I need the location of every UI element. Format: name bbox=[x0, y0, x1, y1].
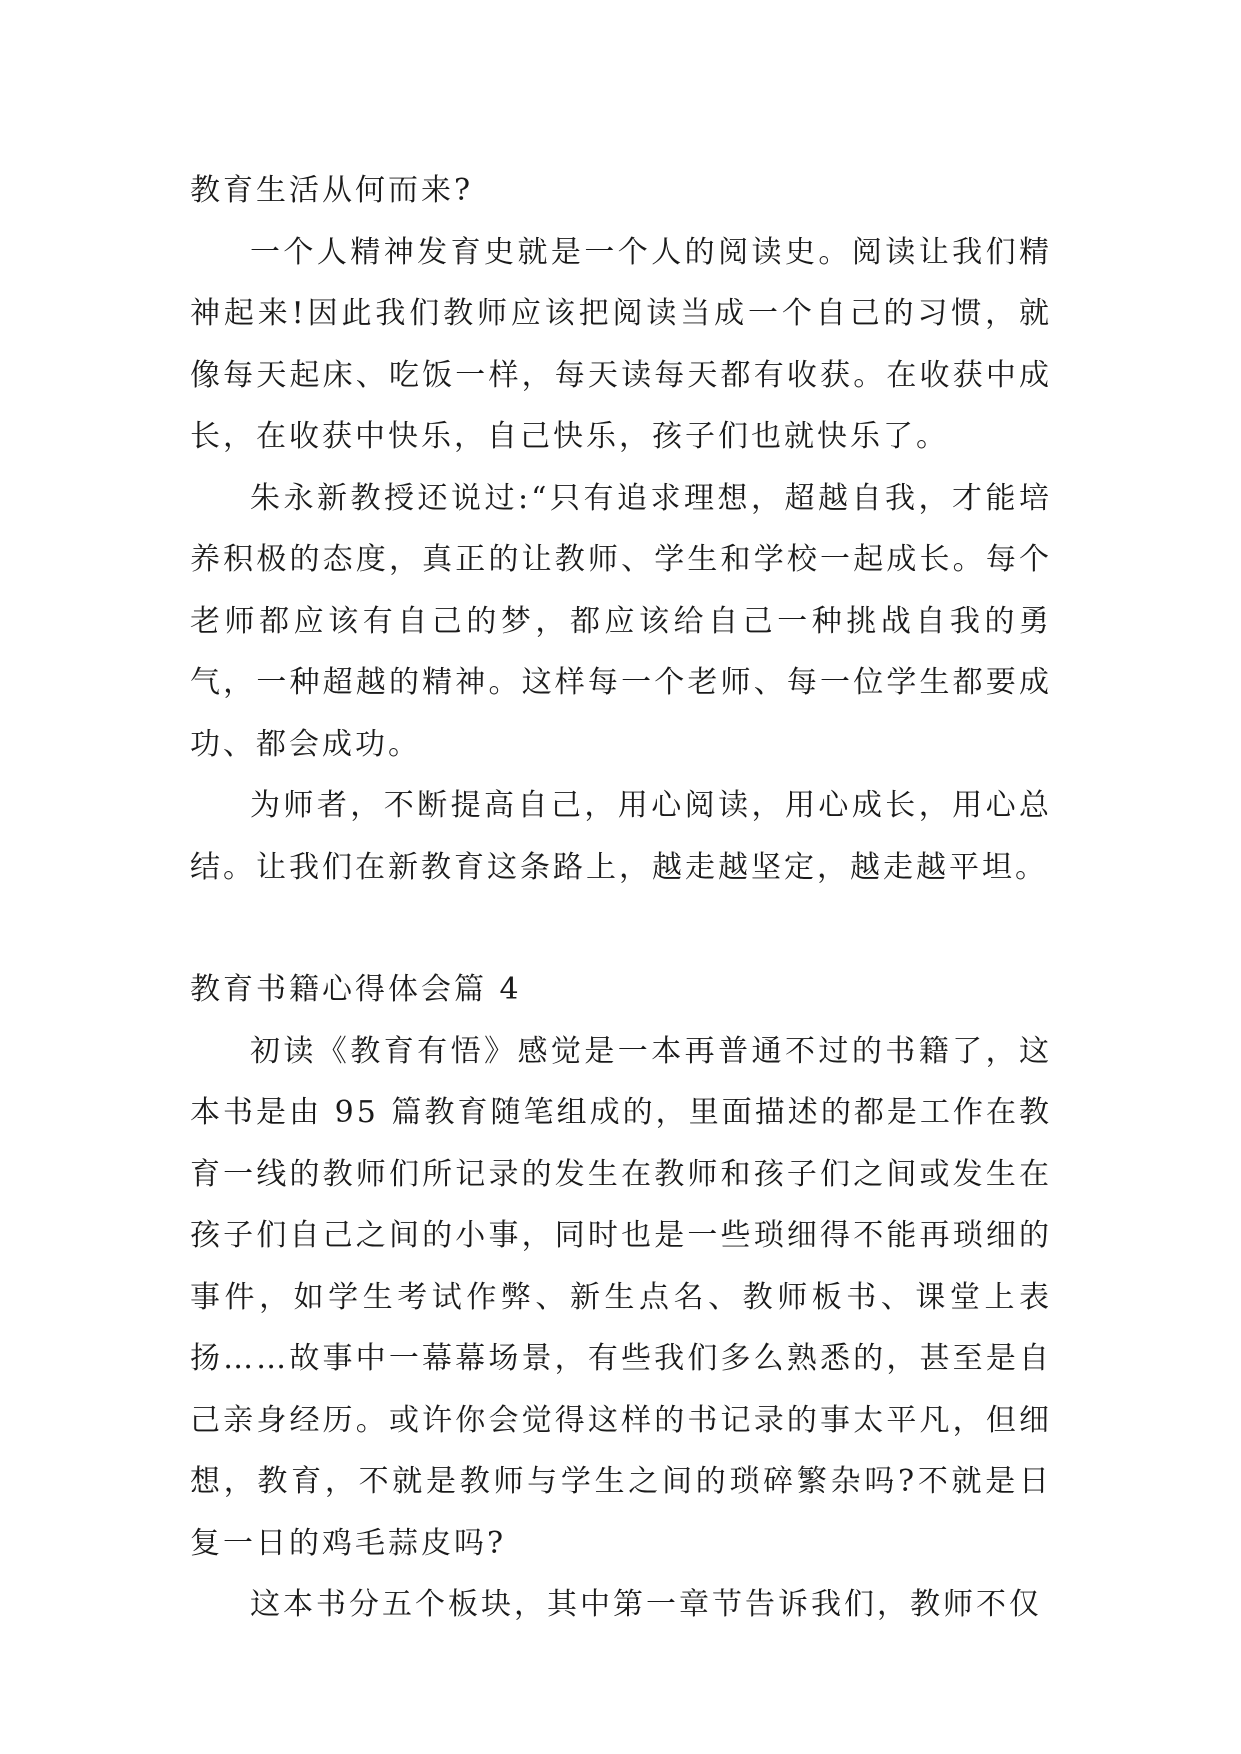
section-heading-book-reflection-4: 教育书籍心得体会篇 4 bbox=[190, 972, 522, 1007]
section-heading-education-life: 教育生活从何而来? bbox=[190, 173, 474, 208]
paragraph-zhu-yongxin-quote: 朱永新教授还说过:“只有追求理想，超越自我，才能培养积极的态度，真正的让教师、学生和学校一起成长。每个老师都应该有自己的梦，都应该给自己一种挑战自我的勇气，一种超越的精神。这样每一个老师、每一位学生都要成功、都会成功。 bbox=[190, 480, 1052, 762]
paragraph-teacher-growth: 为师者，不断提高自己，用心阅读，用心成长，用心总结。让我们在新教育这条路上，越走越坚定，越走越平坦。 bbox=[190, 788, 1052, 885]
section-spacer bbox=[190, 898, 1052, 959]
text-column bbox=[190, 160, 1052, 1636]
paragraph-book-structure: 这本书分五个板块，其中第一章节告诉我们，教师不仅 bbox=[250, 1587, 1042, 1622]
paragraph-book-introduction: 初读《教育有悟》感觉是一本再普通不过的书籍了，这本书是由 95 篇教育随笔组成的，里面描述的都是工作在教育一线的教师们所记录的发生在教师和孩子们之间或发生在孩子们自己之间的小事，同时也是一些琐细得不能再琐细的事件，如学生考试作弊、新生点名、教师板书、课堂上表扬……故事中一幕幕场景，有些我们多么熟悉的，甚至是自己亲身经历。或许你会觉得这样的书记录的事太平凡，但细想，教育，不就是教师与学生之间的琐碎繁杂吗?不就是日复一日的鸡毛蒜皮吗? bbox=[190, 1033, 1052, 1561]
paragraph-reading-history: 一个人精神发育史就是一个人的阅读史。阅读让我们精神起来!因此我们教师应该把阅读当成一个自己的习惯，就像每天起床、吃饭一样，每天读每天都有收获。在收获中成长，在收获中快乐，自己快乐，孩子们也就快乐了。 bbox=[190, 234, 1052, 454]
